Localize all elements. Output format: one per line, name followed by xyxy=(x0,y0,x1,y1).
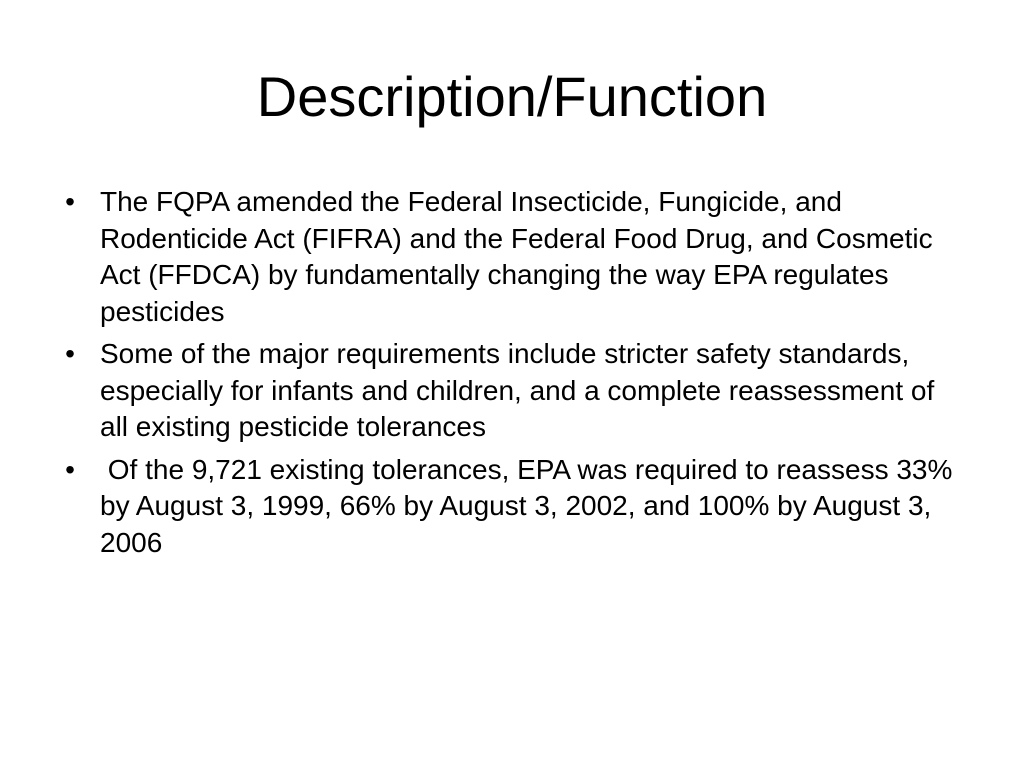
list-item xyxy=(60,184,960,330)
slide-title: Description/Function xyxy=(256,65,768,128)
bullet-text: Some of the major requirements include stricter safety standards, especially for infants and children, and a complete reassessment of all existing pesticide tolerances xyxy=(100,338,943,442)
bullet-icon: • xyxy=(65,338,75,369)
bullet-text: Of the 9,721 existing tolerances, EPA was required to reassess 33% by August 3, 1999, 66% by August 3, 2002, and 100% by August 3, 2006 xyxy=(100,453,961,558)
bullet-text: The FQPA amended the Federal Insecticide, Fungicide, and Rodenticide Act (FIFRA) and the Federal Food Drug, and Cosmetic Act (FFDCA) by fundamentally changing the way EPA regulates pesticides xyxy=(100,186,939,327)
bullet-icon: • xyxy=(65,453,75,485)
list-item xyxy=(60,452,960,562)
bullet-icon: • xyxy=(65,186,75,217)
list-item xyxy=(60,336,960,446)
bullet-list xyxy=(60,184,960,567)
